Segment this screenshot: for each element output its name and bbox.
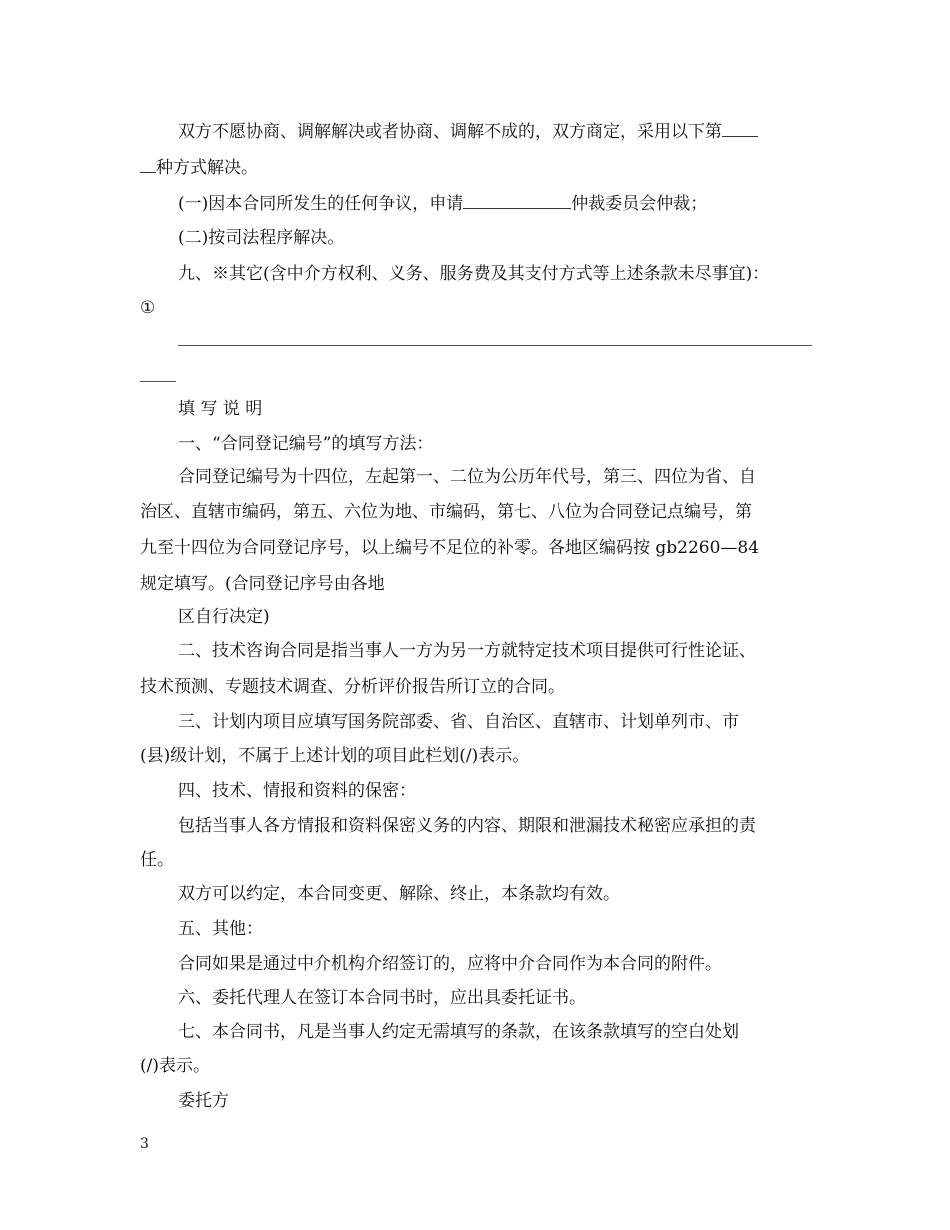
item1-line1: 合同登记编号为十四位，左起第一、二位为公历年代号，第三、四位为省、自: [178, 467, 756, 487]
item1-title: 一、“合同登记编号”的填写方法：: [178, 434, 434, 454]
circled-one-marker: ①: [140, 298, 156, 318]
dispute-option-1: [178, 192, 707, 215]
item4-line2: 任。: [140, 850, 174, 870]
item1-line2: 治区、直辖市编码，第五、六位为地、市编码，第七、八位为合同登记点编号，第: [140, 502, 752, 522]
item7-line2: (/)表示。: [140, 1056, 210, 1076]
dispute-paragraph-line1: [178, 120, 758, 143]
method-number-blank: [722, 120, 758, 137]
section-nine-heading: 九、※其它(含中介方权利、义务、服务费及其支付方式等上述条款未尽事宜)：: [178, 264, 770, 284]
item3-line2: (县)级计划，不属于上述计划的项目此栏划(/)表示。: [140, 746, 530, 766]
item1-line5: 区自行决定): [178, 607, 270, 627]
page-number: 3: [140, 1136, 149, 1152]
dispute-text-2: 种方式解决。: [156, 158, 258, 178]
item5-line1: 合同如果是通过中介机构介绍签订的，应将中介合同作为本合同的附件。: [178, 954, 722, 974]
item5-title: 五、其他：: [178, 919, 263, 939]
dispute-text-1: 双方不愿协商、调解解决或者协商、调解不成的，双方商定，采用以下第: [178, 122, 722, 142]
item4-title: 四、技术、情报和资料的保密：: [178, 781, 416, 801]
option1-post: 仲裁委员会仲裁；: [571, 194, 708, 214]
fill-in-line-cont: [140, 381, 176, 382]
dispute-option-2: (二)按司法程序解决。: [178, 228, 345, 248]
item1-line3: 九至十四位为合同登记序号，以上编号不足位的补零。各地区编码按 gb2260—84: [140, 538, 760, 558]
item3-line1: 三、计划内项目应填写国务院部委、省、自治区、直辖市、计划单列市、市: [178, 712, 739, 732]
dispute-paragraph-line2: [140, 156, 258, 179]
fill-in-line: [178, 345, 812, 346]
item2-line1: 二、技术咨询合同是指当事人一方为另一方就特定技术项目提供可行性论证、: [178, 641, 756, 661]
item4-line3: 双方可以约定，本合同变更、解除、终止，本条款均有效。: [178, 884, 620, 904]
item4-line1: 包括当事人各方情报和资料保密义务的内容、期限和泄漏技术秘密应承担的责: [178, 816, 756, 836]
arbitration-committee-blank: [463, 192, 571, 209]
method-number-blank-cont: [140, 156, 156, 173]
instructions-title: 填 写 说 明: [178, 399, 263, 419]
item2-line2: 技术预测、专题技术调查、分析评价报告所订立的合同。: [140, 677, 565, 697]
item7-line1: 七、本合同书，凡是当事人约定无需填写的条款，在该条款填写的空白处划: [178, 1022, 739, 1042]
signoff-client-label: 委托方: [178, 1091, 229, 1111]
item6-line: 六、委托代理人在签订本合同书时，应出具委托证书。: [178, 988, 586, 1008]
item1-line4: 规定填写。(合同登记序号由各地: [140, 574, 385, 594]
option1-pre: (一)因本合同所发生的任何争议，申请: [178, 194, 464, 214]
